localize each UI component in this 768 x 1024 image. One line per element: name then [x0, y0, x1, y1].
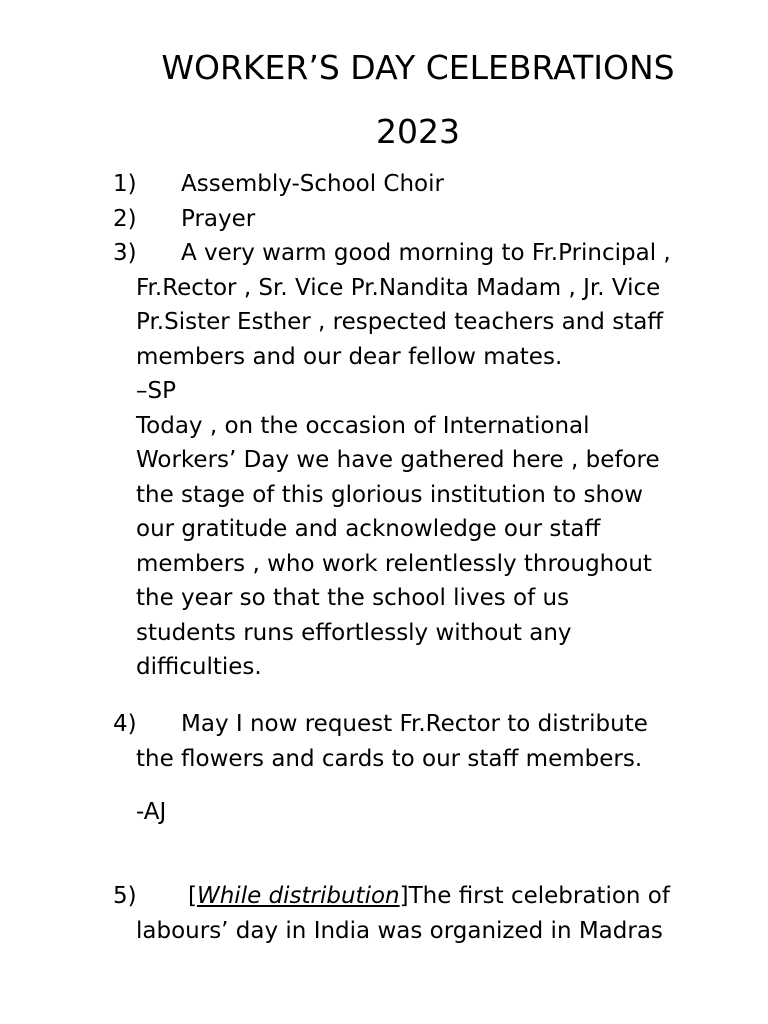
list-item-1: [113, 167, 733, 202]
text-line: members and our dear fellow mates.: [136, 343, 563, 370]
list-item-3: [113, 236, 733, 685]
bracket-open: [: [188, 883, 197, 909]
bracket-close: ]: [399, 883, 409, 909]
item-text: Prayer: [181, 206, 256, 232]
text-line: Workers’ Day we have gathered here , before: [136, 447, 660, 473]
item-paragraph: [113, 271, 733, 685]
text-line: Today , on the occasion of International: [136, 412, 590, 439]
text-line: the year so that the school lives of us: [136, 585, 570, 611]
item-number: 1): [113, 171, 137, 197]
document-title-line1: WORKER’S DAY CELEBRATIONS: [161, 48, 675, 87]
stage-direction: While distribution: [196, 883, 400, 909]
item-number: 3): [113, 240, 137, 266]
text-line: Pr.Sister Esther , respected teachers and staff: [136, 309, 664, 335]
text-line: difficulties.: [136, 654, 262, 680]
item-text: [113, 879, 733, 914]
list-item-2: [113, 202, 733, 237]
text-line: the flowers and cards to our staff members.: [136, 745, 643, 772]
text-line: students runs effortlessly without any: [136, 619, 572, 646]
item-text: A very warm good morning to Fr.Principal ,: [181, 240, 671, 266]
text-line: Fr.Rector , Sr. Vice Pr.Nandita Madam , Jr. Vice: [136, 274, 661, 301]
item-paragraph: [113, 914, 733, 949]
list-item-4: [113, 707, 733, 830]
text-line: our gratitude and acknowledge our staff: [136, 516, 601, 542]
speaker-tag: –SP: [136, 378, 176, 404]
item-number: 4): [113, 711, 137, 737]
item-text: May I now request Fr.Rector to distribute: [181, 711, 648, 737]
text-line: the stage of this glorious institution to show: [136, 481, 643, 508]
text-line: members , who work relentlessly throughout: [136, 550, 652, 577]
text-line: labours’ day in India was organized in Madras: [136, 917, 663, 944]
item-number: 5): [113, 883, 137, 909]
item-text-rest: The first celebration of: [408, 883, 670, 909]
speaker-tag: -AJ: [136, 799, 167, 825]
item-text: Assembly-School Choir: [181, 171, 444, 197]
item-number: 2): [113, 206, 137, 232]
list-item-5: [113, 879, 733, 948]
document-title-year: 2023: [376, 112, 460, 151]
item-paragraph: [113, 742, 733, 830]
